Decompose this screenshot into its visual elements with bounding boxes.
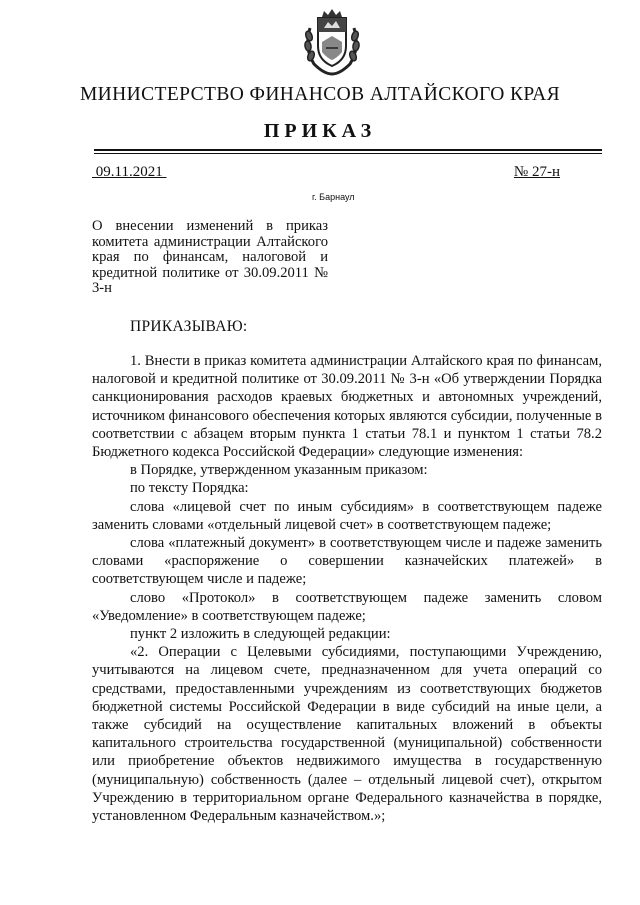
order-command: ПРИКАЗЫВАЮ: [130, 318, 248, 335]
document-city: г. Барнаул [312, 192, 355, 202]
coat-of-arms-emblem [300, 8, 364, 76]
document-date: 09.11.2021 [92, 164, 167, 180]
body-paragraph: в Порядке, утвержденном указанным приказом: [130, 462, 428, 479]
header-divider-thick [94, 149, 602, 151]
ministry-name: МИНИСТЕРСТВО ФИНАНСОВ АЛТАЙСКОГО КРАЯ [79, 84, 561, 105]
body-paragraph: 1. Внести в приказ комитета администрации Алтайского края по финансам, налоговой и кредитной политике от 30.09.2011 № 3-н «Об утверждении Порядка санкционирования расходов краевых бюджетных и автономных учреждений, источником финансового обеспечения которых являются субсидии, полученные в соответствии с абзацем вторым пункта 1 статьи 78.1 и пунктом 1 статьи 78.2 Бюджетного кодекса Российской Федерации» следующие изменения: [92, 353, 602, 461]
header-divider-thin [94, 153, 602, 154]
body-paragraph: слова «лицевой счет по иным субсидиям» в соответствующем падеже заменить словами «отдельный лицевой счет» в соответствующем падеже; [92, 498, 602, 533]
body-paragraph: слово «Протокол» в соответствующем падеже заменить словом «Уведомление» в соответствующем падеже; [92, 589, 602, 624]
document-subject: О внесении изменений в приказ комитета администрации Алтайского края по финансам, налоговой и кредитной политике от 30.09.2011 № 3-н [92, 218, 328, 296]
body-paragraph: «2. Операции с Целевыми субсидиями, поступающими Учреждению, учитываются на лицевом счете, предназначенном для учета операций со средствами, предоставленными учреждениям из соответствующих бюджетов бюджетной системы Российской Федерации в виде субсидий на иные цели, а также субсидий на осуществление капитальных вложений в объекты капитального строительства государственной (муниципальной) собственности или приобретение объектов недвижимого имущества в государственную (муниципальную) собственность (далее – отдельный лицевой счет), открытом Учреждению в территориальном органе Федерального казначейства в порядке, установленном Федеральным казначейством.»; [92, 644, 602, 825]
body-paragraph: по тексту Порядка: [130, 480, 249, 497]
document-body [92, 352, 602, 825]
document-number: № 27-н [513, 164, 560, 180]
document-type-title: ПРИКАЗ [263, 120, 377, 142]
body-paragraph: пункт 2 изложить в следующей редакции: [130, 626, 391, 643]
body-paragraph: слова «платежный документ» в соответствующем числе и падеже заменить словами «распоряжение о совершении казначейских платежей» в соответствующем числе и падеже; [92, 535, 602, 588]
